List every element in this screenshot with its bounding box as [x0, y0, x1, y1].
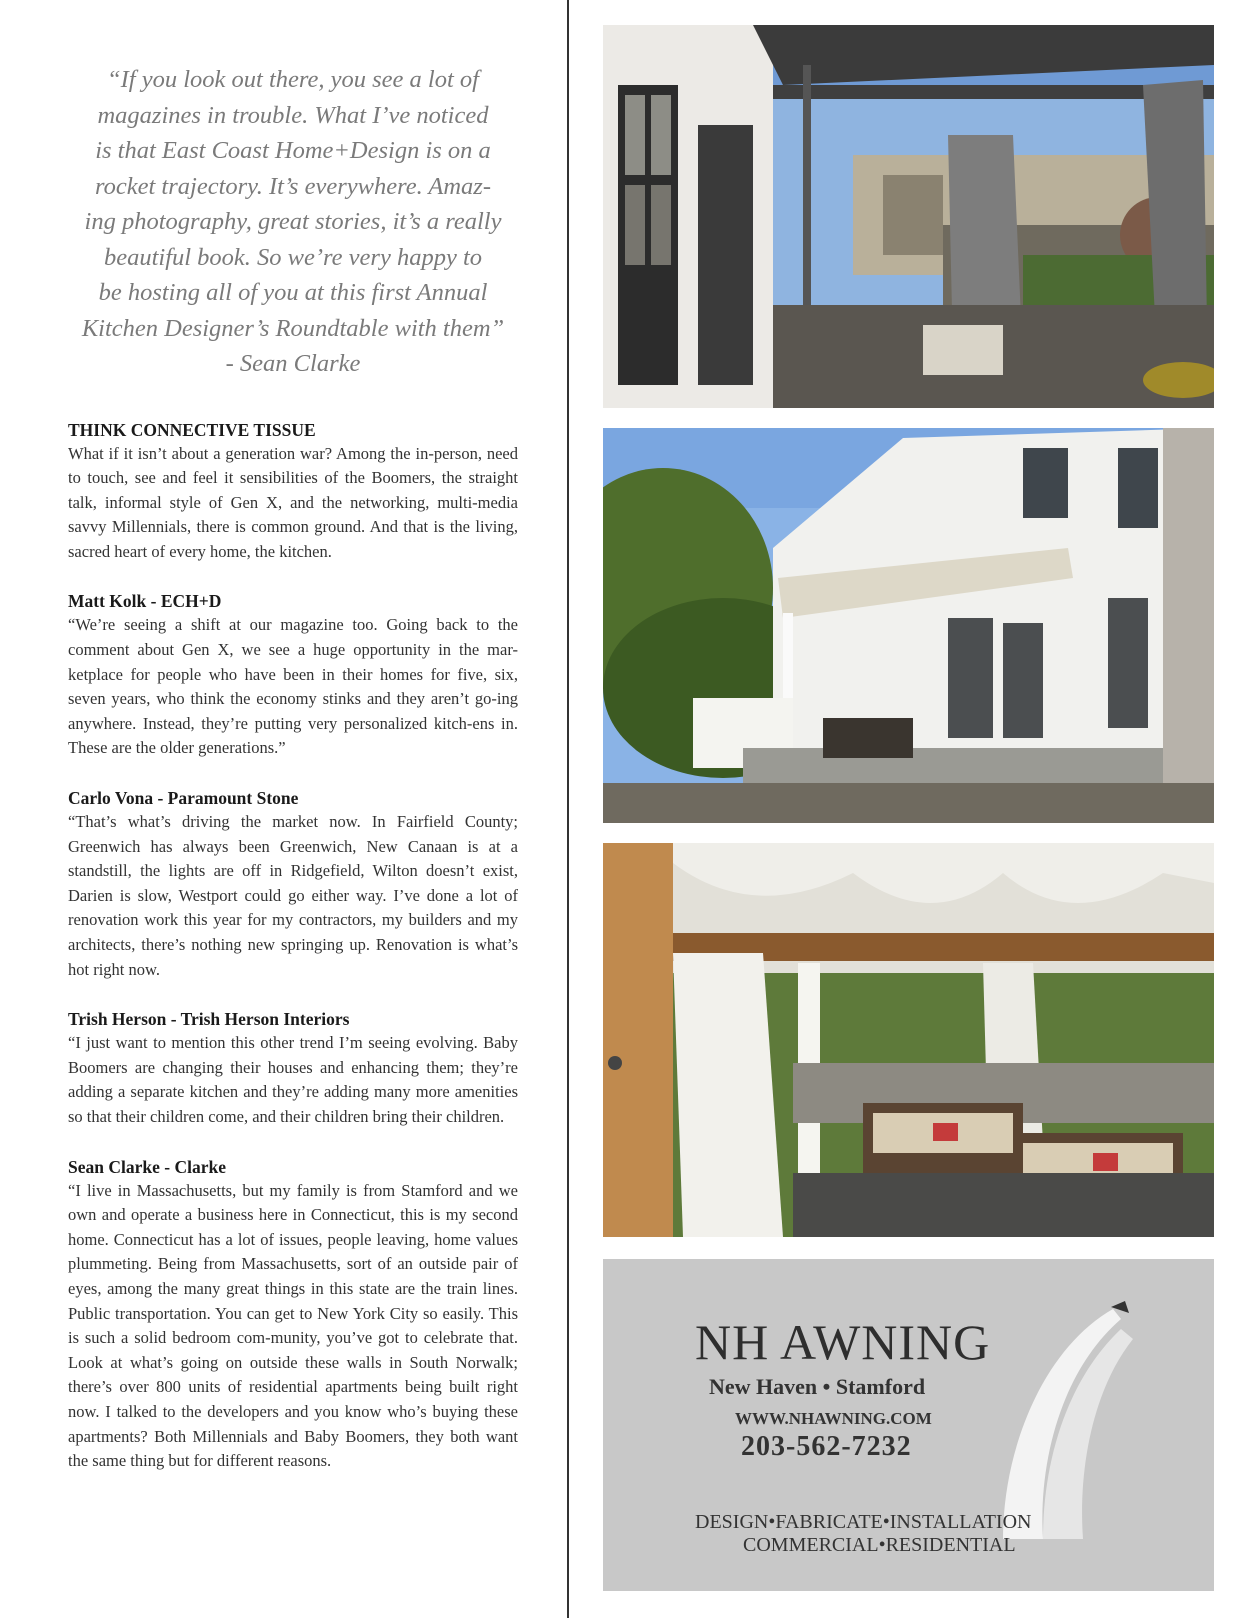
section-body: “I just want to mention this other trend I’m seeing evolving. Baby Boomers are changing their houses and enhancing them; they’re adding a separate kitchen and they’re adding many more amenities so that their children come, and their children bring their children. — [68, 1033, 518, 1126]
section-body: “That’s what’s driving the market now. In Fairfield County; Greenwich has always been Greenwich, New Canaan is at a standstill, the lights are off in Ridgefield, Wilton doesn’t exist, Darien is slow, Westport could go either way. I’ve done a lot of renovation work this year for my contractors, my builders and my architects, there’s nothing new springing up. Renovation is what’s hot right now. — [68, 812, 518, 979]
section-body: “I live in Massachusetts, but my family is from Stamford and we own and operate a business here in Connecticut, this is my second home. Connecticut has a lot of issues, people leaving, home values plummeting. Being from Massachusetts, sort of an outside pair of eyes, among the many great things in this state are the train lines. Public transportation. You can get to New York City so easily. This is such a solid bedroom com-munity, you’ve got to celebrate that. Look at what’s going on outside these walls in South Norwalk; there’s over 800 units of residential apartments being built right now. I talked to the developers and you know who’s buying these apartments? Both Millennials and Baby Boomers, they both want the same thing but for different reasons. — [68, 1180, 518, 1471]
company-locations: New Haven • Stamford — [709, 1374, 926, 1399]
quote-line: is that East Coast Home+Design is on a — [95, 137, 491, 164]
section-trish-herson — [68, 1007, 518, 1129]
section-matt-kolk — [68, 589, 518, 761]
article-column — [68, 62, 518, 1499]
pull-quote — [68, 62, 518, 382]
nh-awning-ad — [603, 1259, 1214, 1591]
services-line: DESIGN•FABRICATE•INSTALLATION — [695, 1511, 1032, 1533]
quote-line: Kitchen Designer’s Roundtable with them” — [81, 314, 505, 342]
section-heading: Carlo Vona - Paramount Stone — [68, 788, 299, 809]
section-sean-clarke — [68, 1155, 518, 1474]
section-heading: THINK CONNECTIVE TISSUE — [68, 419, 316, 440]
section-heading: Trish Herson - Trish Herson Interiors — [68, 1009, 350, 1030]
quote-line: ing photography, great stories, it’s a really — [84, 208, 502, 235]
section-heading: Matt Kolk - ECH+D — [68, 591, 222, 612]
photo-house-awning — [603, 428, 1214, 823]
section-body: What if it isn’t about a generation war? Among the in-person, need to touch, see and feel it sensibilities of the Boomers, the straight talk, informal style of Gen X, and the networking, multi-media savvy Millennials, there is common ground. And that is the living, sacred heart of every home, the kitchen. — [68, 443, 518, 561]
quote-line: “If you look out there, you see a lot of — [107, 66, 479, 93]
company-name: NH AWNING — [695, 1314, 991, 1370]
quote-attribution: - Sean Clarke — [225, 350, 361, 377]
column-divider — [567, 0, 569, 1618]
quote-line: rocket trajectory. It’s everywhere. Amaz- — [95, 172, 491, 200]
quote-line: magazines in trouble. What I’ve noticed — [97, 101, 489, 129]
section-connective-tissue — [68, 418, 518, 565]
services-line: COMMERCIAL•RESIDENTIAL — [743, 1534, 1016, 1556]
section-body: “We’re seeing a shift at our magazine too. Going back to the comment about Gen X, we see a huge opportunity in the mar-ketplace for people who have been in their homes for five, six, seven years, who think the economy stinks and they aren’t go-ing anywhere. Instead, they’re putting very personalized kitch-ens in. These are the older generations.” — [68, 615, 518, 758]
section-carlo-vona — [68, 786, 518, 982]
quote-line: be hosting all of you at this first Annual — [98, 279, 488, 306]
company-website[interactable]: WWW.NHAWNING.COM — [735, 1409, 932, 1428]
photo-pergola-curtains — [603, 25, 1214, 408]
photo-pergola-sofa — [603, 843, 1214, 1237]
section-heading: Sean Clarke - Clarke — [68, 1156, 226, 1177]
quote-line: beautiful book. So we’re very happy to — [103, 243, 483, 271]
company-phone: 203-562-7232 — [741, 1431, 912, 1462]
